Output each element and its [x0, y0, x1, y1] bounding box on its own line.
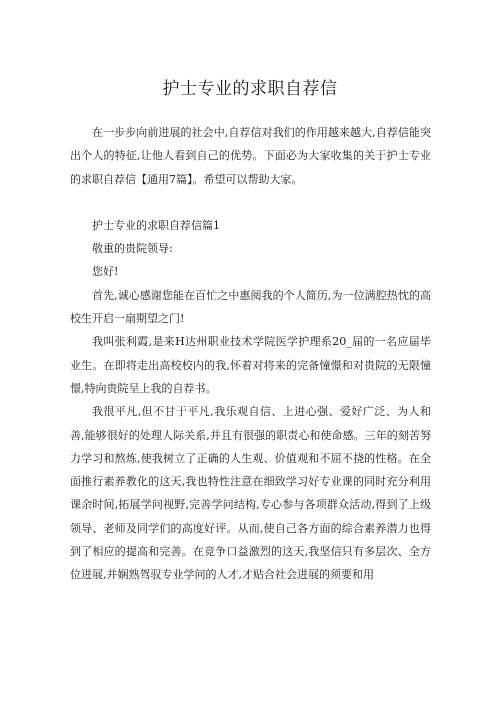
body-paragraph-1: 首先,诚心感谢您能在百忙之中惠阅我的个人简历,为一位满腔热忱的高校生开启一扇期望之门!	[70, 288, 431, 326]
body-paragraph-2: 我叫张利霞,是来H达州职业技术学院医学护理系20_届的一名应届毕业生。在即将走出高校校内的我,怀着对将来的完备憧憬和对贵院的无限憧憬,特向贵院呈上我的自荐书。	[70, 335, 431, 395]
document-body	[70, 121, 431, 587]
body-paragraph-3: 我很平凡,但不甘于平凡,我乐观自信、上进心强、爱好广泛、为人和善,能够很好的处理人际关系,并且有很强的职责心和使命感。三年的刻苦努力学习和熬炼,使我树立了正确的人生观、价值观和不屈不挠的性格。在全面推行素养教化的这天,我也特性注意在细致学习好专业课的同时充分利用课余时间,拓展学问视野,完善学问结构,专心参与各项群众活动,得到了上级领导、老师及同学们的高度好评。从而,使自己各方面的综合素养潜力也得到了相应的提高和完善。在竞争口益激烈的这天,我坚信只有多层次、全方位进展,并娴熟驾驭专业学问的人才,才贴合社会进展的须要和用	[70, 405, 431, 582]
document-title: 护士专业的求职自荐信	[162, 79, 338, 99]
section-heading: 护士专业的求职自荐信篇1	[92, 218, 220, 232]
salutation: 敬重的贵院领导:	[92, 242, 173, 256]
greeting: 您好!	[92, 265, 119, 279]
intro-paragraph: 在一步步向前进展的社会中,自荐信对我们的作用越来越大,自荐信能突出个人的特征,让他人看到自己的优势。下面必为大家收集的关于护士专业的求职自荐信【通用7篇】。希望可以帮助大家。	[70, 126, 431, 186]
